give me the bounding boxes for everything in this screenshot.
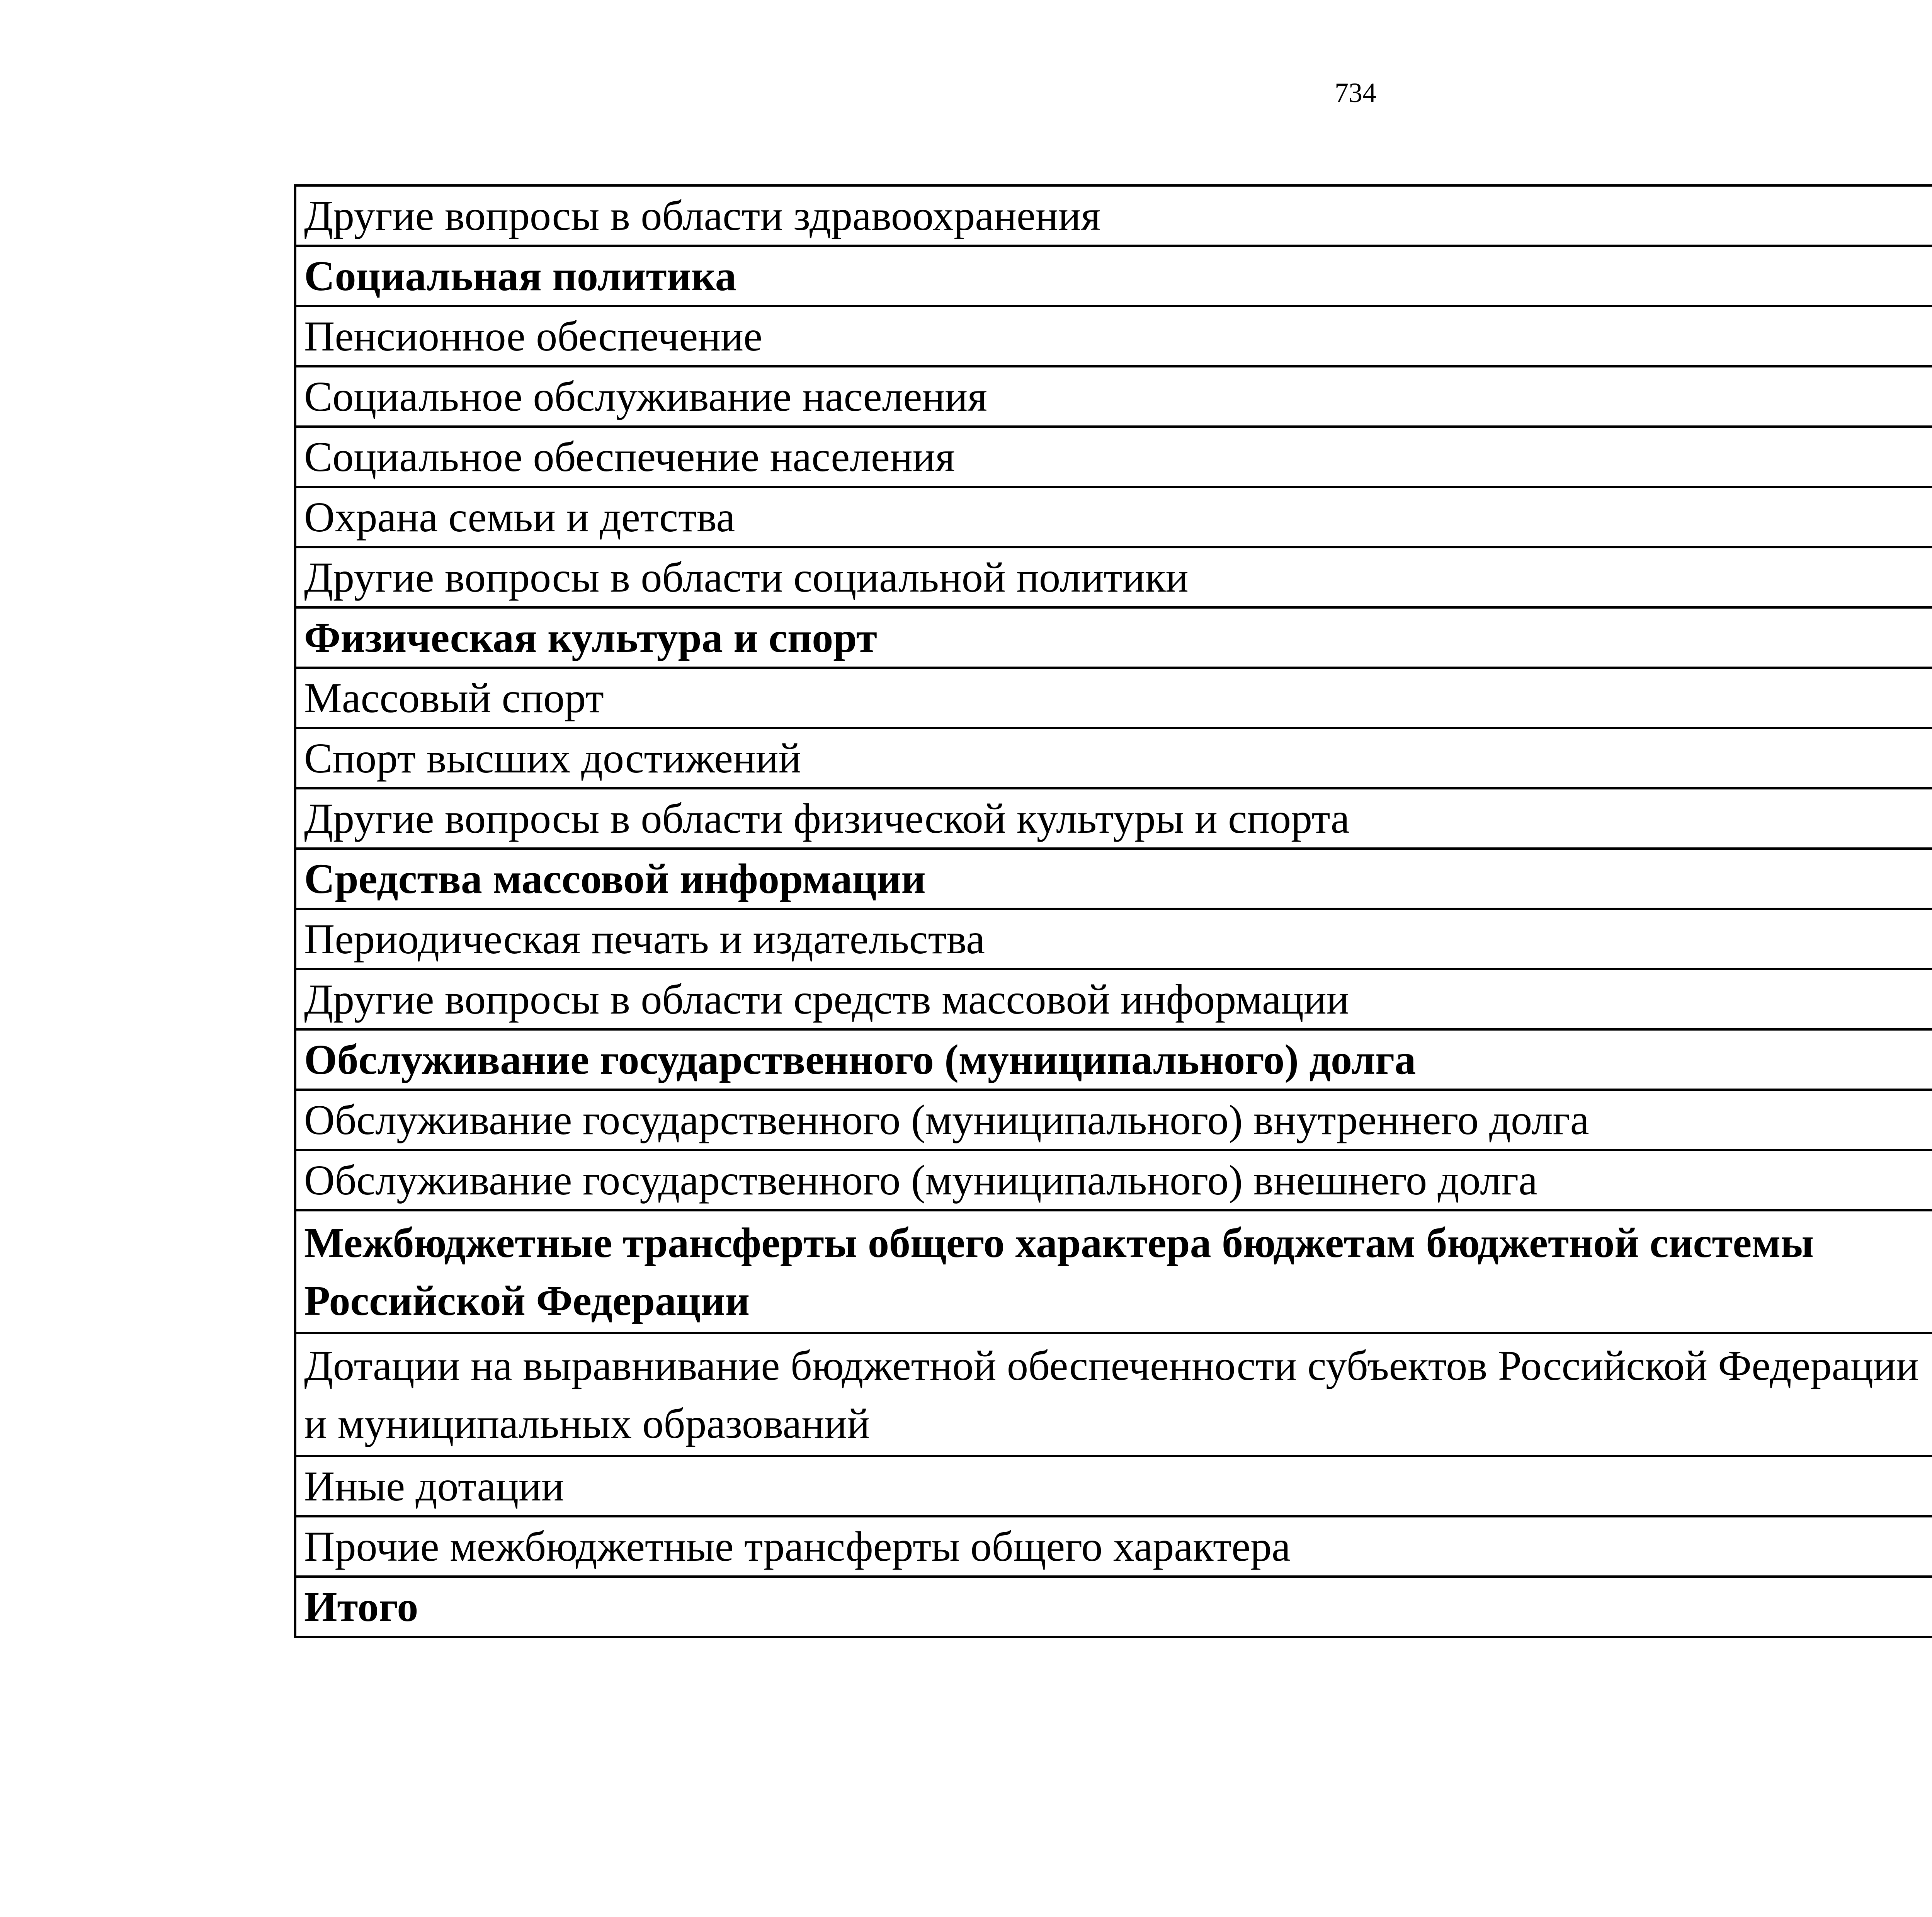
section-name: Обслуживание государственного (муниципального) долга xyxy=(295,1029,1932,1090)
section-name: Средства массовой информации xyxy=(295,849,1932,909)
table-row xyxy=(295,185,1932,246)
total-row xyxy=(295,1577,1932,1637)
section-name: Другие вопросы в области средств массовой информации xyxy=(295,969,1932,1029)
table-row xyxy=(295,909,1932,969)
page-number: 734 xyxy=(1335,77,1376,108)
table-row xyxy=(295,487,1932,547)
section-name: Охрана семьи и детства xyxy=(295,487,1932,547)
table-row xyxy=(295,1210,1932,1333)
table-row xyxy=(295,547,1932,607)
table-row xyxy=(295,246,1932,306)
section-name: Другие вопросы в области социальной политики xyxy=(295,547,1932,607)
section-name: Спорт высших достижений xyxy=(295,728,1932,788)
table-row xyxy=(295,788,1932,849)
section-name: Другие вопросы в области физической культуры и спорта xyxy=(295,788,1932,849)
table-row xyxy=(295,969,1932,1029)
table-row xyxy=(295,306,1932,366)
table-row xyxy=(295,1150,1932,1210)
table-row xyxy=(295,1456,1932,1516)
section-name: Физическая культура и спорт xyxy=(295,607,1932,668)
section-name: Межбюджетные трансферты общего характера бюджетам бюджетной системы Российской Федерации xyxy=(295,1210,1932,1333)
section-name: Социальное обслуживание населения xyxy=(295,366,1932,427)
table-row xyxy=(295,849,1932,909)
section-name: Обслуживание государственного (муниципального) внешнего долга xyxy=(295,1150,1932,1210)
section-name: Обслуживание государственного (муниципального) внутреннего долга xyxy=(295,1090,1932,1150)
table-row xyxy=(295,668,1932,728)
table-row xyxy=(295,1029,1932,1090)
section-name: Социальная политика xyxy=(295,246,1932,306)
section-name: Периодическая печать и издательства xyxy=(295,909,1932,969)
budget-table xyxy=(294,184,1932,1638)
table-row xyxy=(295,607,1932,668)
section-name: Пенсионное обеспечение xyxy=(295,306,1932,366)
table-row xyxy=(295,1090,1932,1150)
section-name: Социальное обеспечение населения xyxy=(295,427,1932,487)
section-name: Массовый спорт xyxy=(295,668,1932,728)
table-row xyxy=(295,1333,1932,1456)
section-name: Другие вопросы в области здравоохранения xyxy=(295,185,1932,246)
table-row xyxy=(295,728,1932,788)
section-name: Прочие межбюджетные трансферты общего характера xyxy=(295,1516,1932,1577)
section-name: Дотации на выравнивание бюджетной обеспеченности субъектов Российской Федерации и муниципальных образований xyxy=(295,1333,1932,1456)
total-label: Итого xyxy=(295,1577,1932,1637)
table-row xyxy=(295,1516,1932,1577)
section-name: Иные дотации xyxy=(295,1456,1932,1516)
table-row xyxy=(295,427,1932,487)
table-row xyxy=(295,366,1932,427)
